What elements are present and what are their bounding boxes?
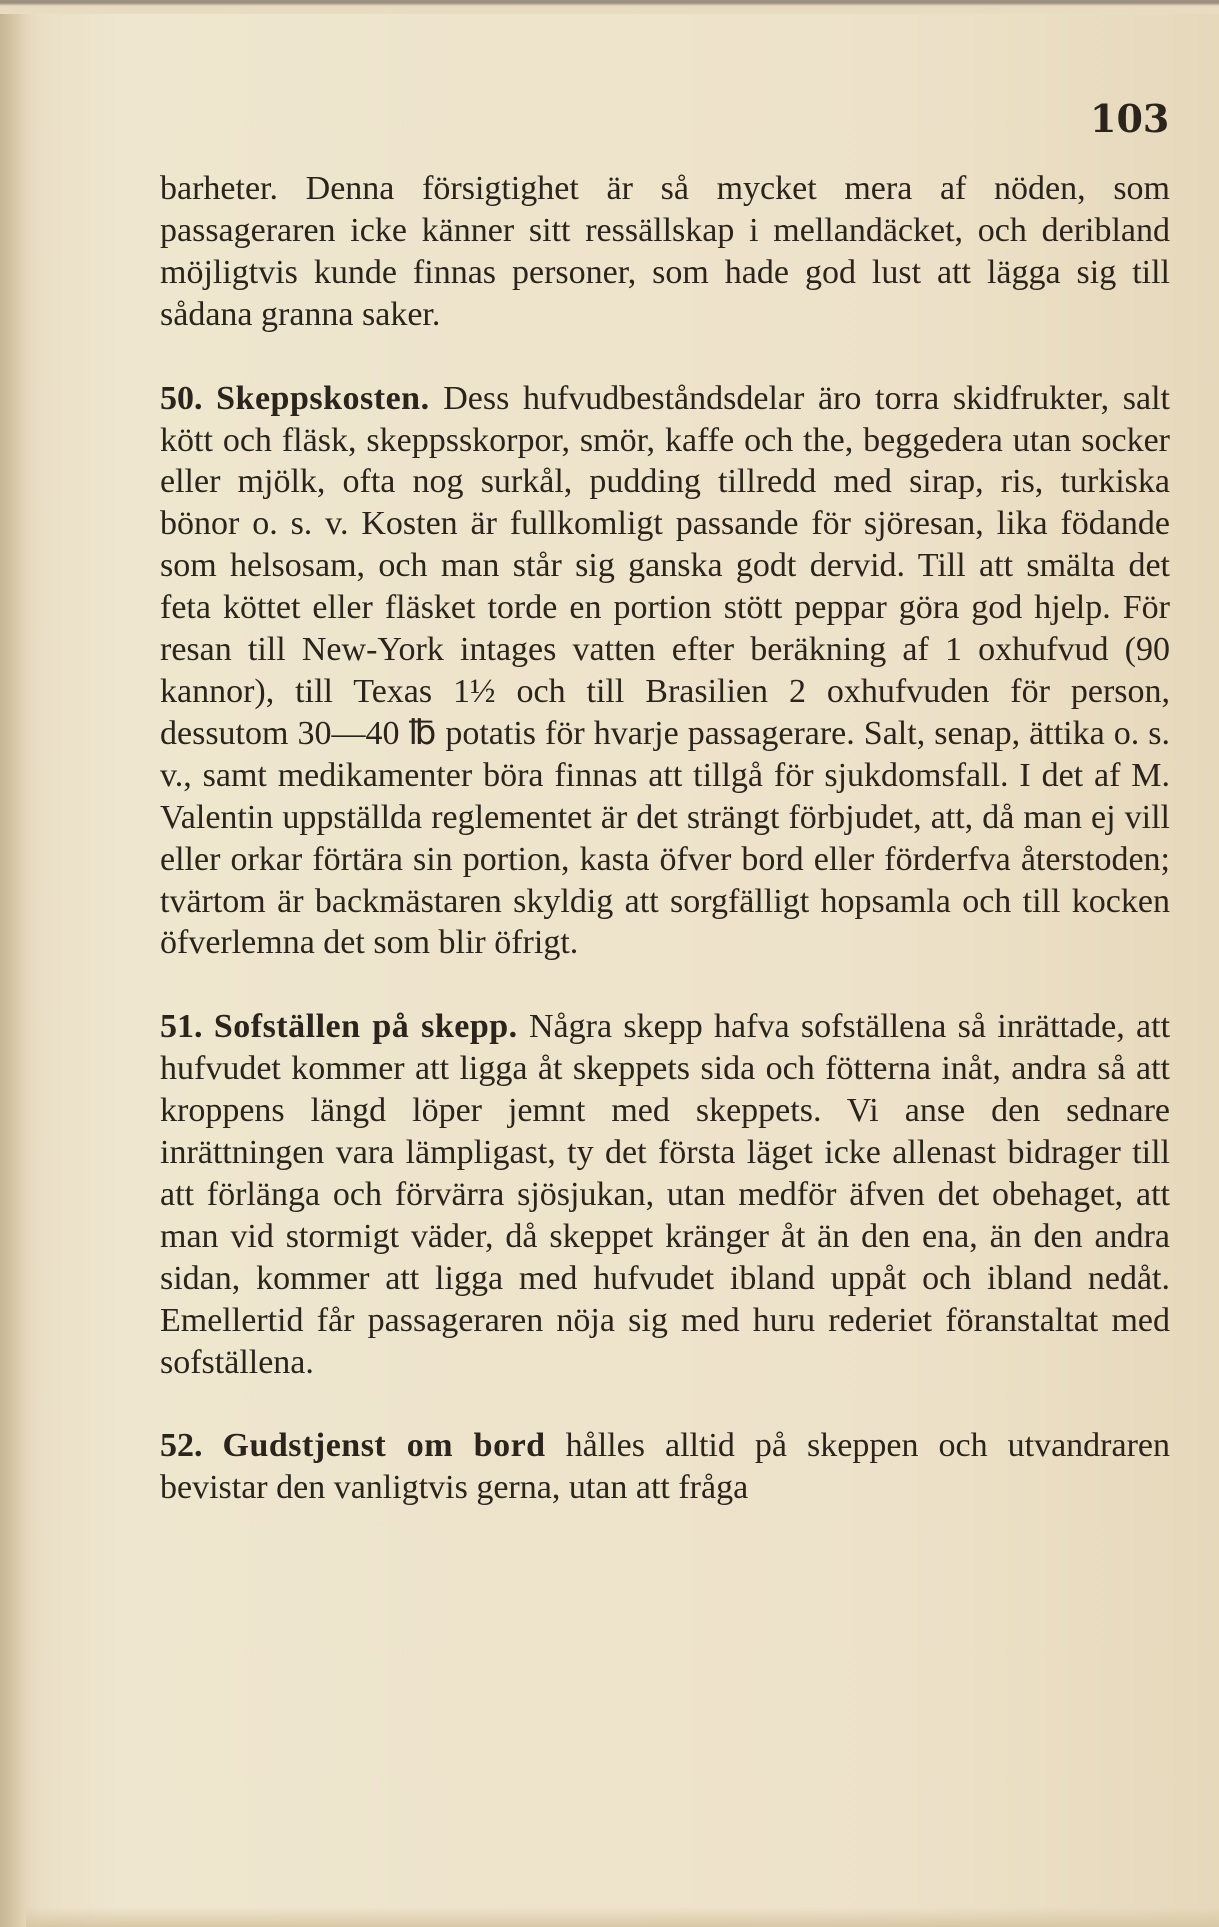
section-number: 52. — [160, 1427, 203, 1465]
section-heading: Skeppskosten. — [216, 379, 430, 417]
paragraph-continuation — [160, 168, 1170, 336]
paragraph-text: Dess hufvudbeståndsdelar äro torra skidfrukter, salt kött och fläsk, skeppsskorpor, smör, kaffe och the, beggedera utan socker eller mjölk, ofta nog surkål, pudding tillredd med sirap, ris, turkiska bönor o. s. v. Kosten är fullkomligt passande för sjöresan, lika födande som helsosam, och man står sig ganska godt dervid. Till att smälta det feta köttet eller fläsket torde en portion stött peppar göra god hjelp. För resan till New-York intages vatten efter beräkning af 1 oxhufvud (90 kannor), till Texas 1½ och till Brasilien 2 oxhufvuden för person, dessutom 30—40 ℔ potatis för hvarje passagerare. Salt, senap, ättika o. s. v., samt medikamenter böra finnas att tillgå för sjukdomsfall. I det af M. Valentin uppställda reglementet är det strängt förbjudet, att, då man ej vill eller orkar förtära sin portion, kasta öfver bord eller förderfva återstoden; tvärtom är backmästaren skyldig att sorgfälligt hopsamla och till kocken öfverlemna det som blir öfrigt. — [160, 379, 1170, 962]
paragraph-section-51 — [160, 1006, 1170, 1383]
paragraph-section-50 — [160, 378, 1170, 965]
bottom-edge-shadow — [26, 1907, 1219, 1927]
top-edge-rule — [0, 0, 1219, 14]
binding-gutter — [0, 14, 26, 1927]
paragraph-text: hålles alltid på skeppen och utvandraren bevistar den vanligtvis gerna, utan att fråga — [160, 1427, 1170, 1507]
body-text — [160, 168, 1170, 1509]
section-heading: Sofställen på skepp. — [213, 1008, 518, 1046]
section-heading: Gudstjenst om bord — [222, 1427, 546, 1465]
paragraph-text: barheter. Denna försigtighet är så mycket mera af nöden, som passageraren icke känner sitt ressällskap i mellandäcket, och deribland möjligtvis kunde finnas personer, som hade god lust att lägga sig till sådana granna saker. — [160, 170, 1170, 333]
section-number: 50. — [160, 379, 203, 417]
paragraph-text: Några skepp hafva sofställena så inrättade, att hufvudet kommer att ligga åt skeppets sida och fötterna inåt, andra så att kroppens längd löper jemnt med skeppets. Vi anse den sednare inrättningen vara lämpligast, ty det första läget icke allenast bidrager till att förlänga och förvärra sjösjukan, utan medför äfven det obehaget, att man vid stormigt väder, då skeppet kränger åt än den ena, än den andra sidan, kommer att ligga med hufvudet ibland uppåt och ibland nedåt. Emellertid får passageraren nöja sig med huru rederiet föranstaltat med sofställena. — [160, 1008, 1171, 1381]
page-number: 103 — [1090, 96, 1170, 141]
paragraph-section-52 — [160, 1425, 1170, 1509]
section-number: 51. — [160, 1008, 203, 1046]
